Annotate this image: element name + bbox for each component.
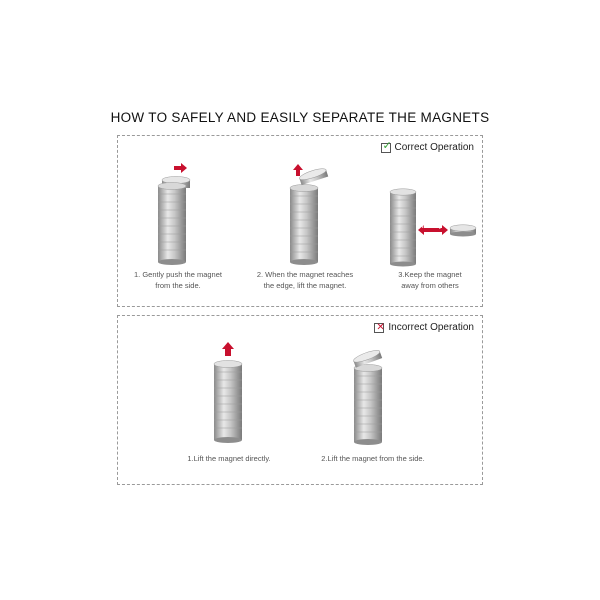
x-box-icon: ✕: [376, 321, 385, 333]
checkmark-box-icon: ✓: [382, 139, 392, 152]
correct-step-2-caption: 2. When the magnet reaches the edge, lift the magnet.: [256, 270, 354, 290]
lift-up-arrow-icon: [293, 164, 303, 176]
incorrect-operation-text: Incorrect Operation: [388, 322, 474, 333]
correct-step-3-caption: 3.Keep the magnet away from others: [398, 270, 462, 290]
page-title: HOW TO SAFELY AND EASILY SEPARATE THE MAGNETS: [110, 110, 490, 125]
magnet-stack-side-lift-illustration: [352, 352, 392, 444]
magnet-stack-push-illustration: [158, 164, 198, 264]
incorrect-operation-panel: [117, 315, 483, 485]
correct-operation-label: [381, 139, 474, 153]
correct-operation-text: Correct Operation: [394, 142, 474, 153]
incorrect-step-2-caption: 2.Lift the magnet from the side.: [321, 454, 425, 463]
magnet-stack-lift-illustration: [290, 164, 330, 264]
far-away-tag: far away: [422, 224, 443, 230]
lift-up-arrow-icon: [222, 342, 234, 356]
correct-operation-panel: [117, 135, 483, 307]
correct-step-1-caption: 1. Gently push the magnet from the side.: [134, 270, 222, 290]
push-right-arrow-icon: [174, 163, 187, 173]
incorrect-operation-label: [374, 322, 474, 333]
incorrect-step-1-caption: 1.Lift the magnet directly.: [187, 454, 271, 463]
magnet-stack-direct-lift-illustration: [214, 342, 246, 442]
